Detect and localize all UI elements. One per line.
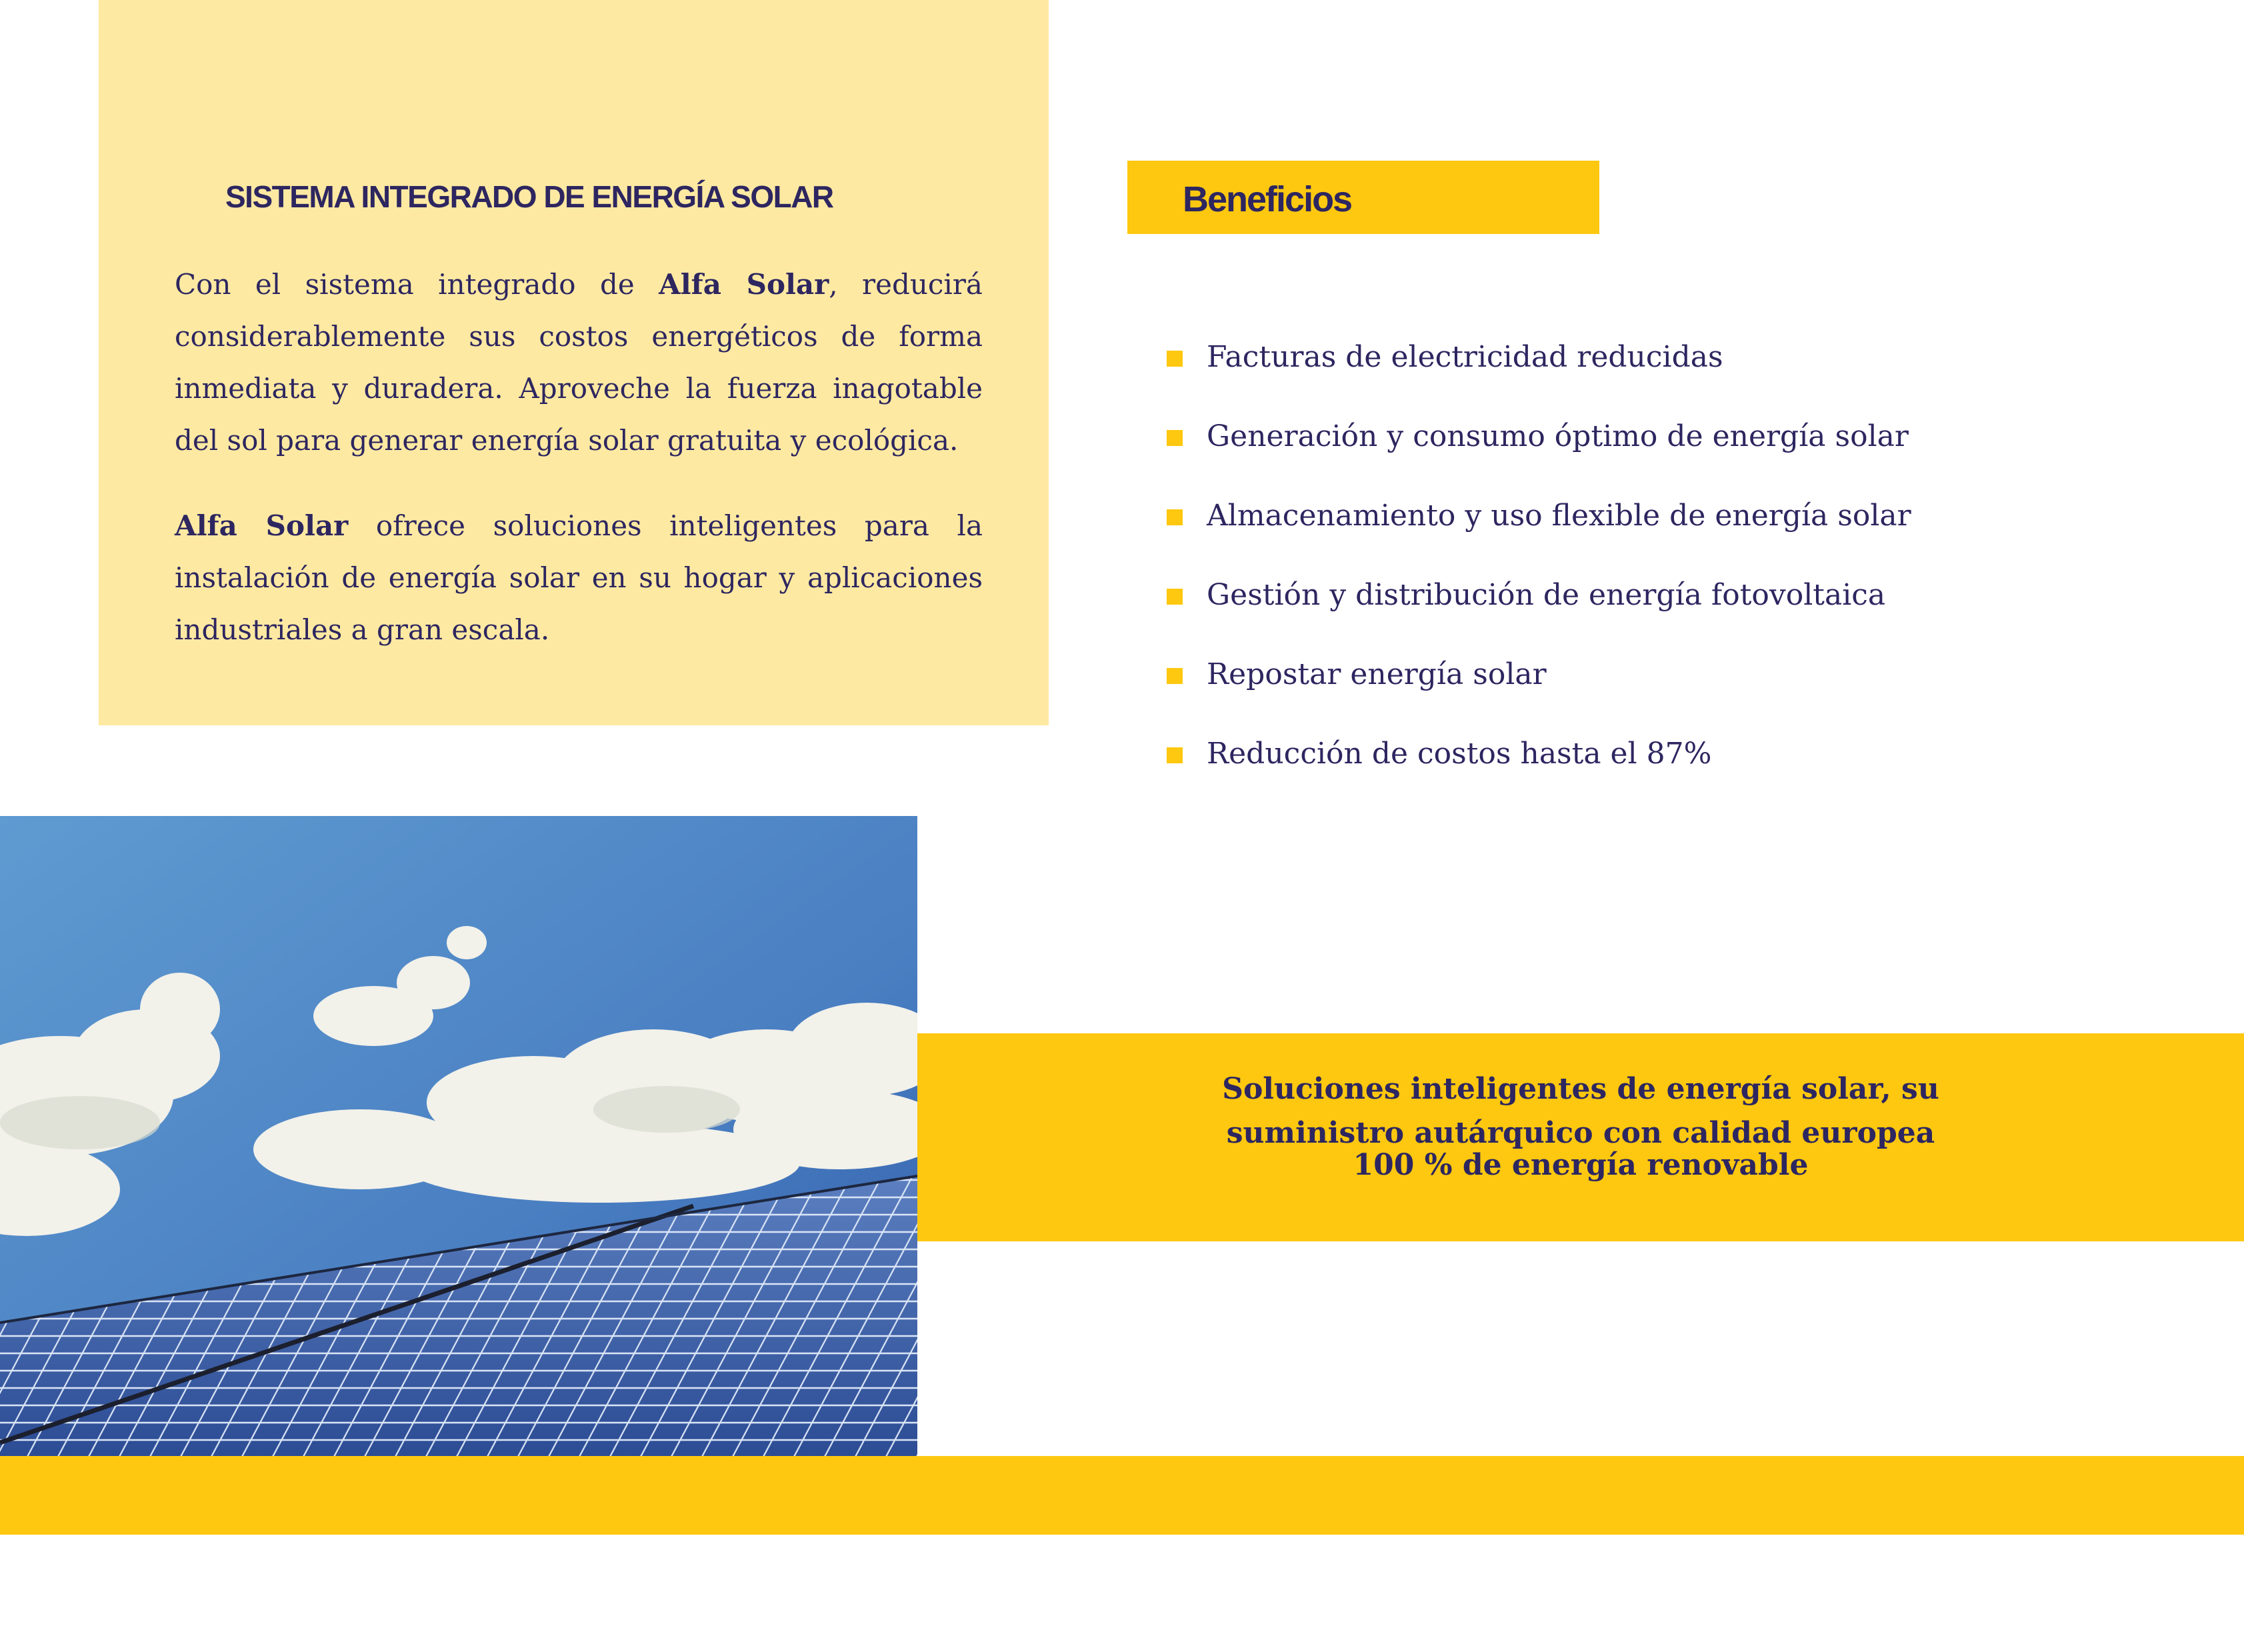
tagline-line-1: Soluciones inteligentes de energía solar, su	[1222, 1072, 1939, 1106]
intro-p1-before: Con el sistema integrado de	[175, 268, 659, 301]
intro-title: SISTEMA INTEGRADO DE ENERGÍA SOLAR	[225, 179, 833, 214]
intro-p1-after: , reducirá considerablemente sus costos energéticos de forma inmediata y duradera. Aproveche la fuerza inagotable del sol para generar energía solar gratuita y ecológica.	[175, 268, 983, 457]
intro-paragraph-1	[175, 259, 983, 467]
solar-panels-photo	[0, 816, 917, 1456]
benefit-label: Gestión y distribución de energía fotovoltaica	[1207, 578, 1886, 612]
bullet-square-icon	[1167, 589, 1183, 605]
benefit-label: Generación y consumo óptimo de energía solar	[1207, 419, 1909, 453]
benefit-label: Reducción de costos hasta el 87%	[1207, 737, 1712, 771]
tagline-band	[917, 1033, 2244, 1241]
brand-name-2: Alfa Solar	[175, 509, 349, 542]
intro-p2-after: ofrece soluciones inteligentes para la instalación de energía solar en su hogar y aplicaciones industriales a gran escala.	[175, 509, 983, 646]
benefits-title: Beneficios	[1183, 179, 1352, 219]
benefit-label: Repostar energía solar	[1207, 657, 1547, 691]
brand-name: Alfa Solar	[659, 268, 829, 301]
bullet-square-icon	[1167, 509, 1183, 525]
benefits-heading-tag	[1127, 161, 1599, 234]
footer-band	[0, 1456, 2244, 1535]
bullet-square-icon	[1167, 668, 1183, 684]
bullet-square-icon	[1167, 351, 1183, 367]
benefit-label: Almacenamiento y uso flexible de energía solar	[1207, 499, 1911, 533]
bullet-square-icon	[1167, 747, 1183, 763]
benefit-label: Facturas de electricidad reducidas	[1207, 340, 1723, 374]
tagline-line-3: 100 % de energía renovable	[1353, 1148, 1809, 1182]
bullet-square-icon	[1167, 430, 1183, 446]
tagline-line-2: suministro autárquico con calidad europea	[1226, 1116, 1935, 1150]
intro-paragraph-2	[175, 500, 983, 656]
